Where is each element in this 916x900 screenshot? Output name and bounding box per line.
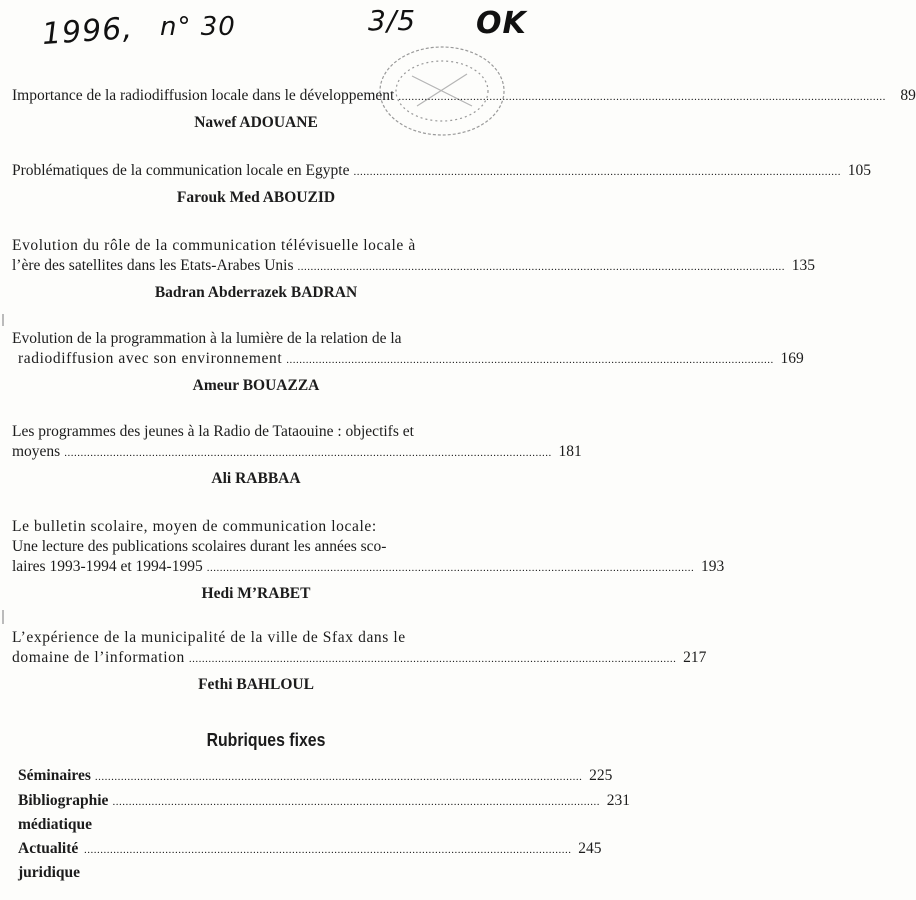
entry-title: Problématiques de la communication locale en Egypte xyxy=(12,162,350,179)
entry-author: Hedi M’RABET xyxy=(201,585,311,602)
page-number: 231 xyxy=(606,792,630,809)
page-number: 135 xyxy=(791,257,815,274)
entry-title: radiodiffusion avec son environnement xyxy=(18,350,283,367)
fixed-sections-list xyxy=(18,764,630,885)
entry-author: Nawef ADOUANE xyxy=(194,114,318,131)
toc-entry xyxy=(12,628,707,695)
toc-entry xyxy=(12,86,916,133)
list-item xyxy=(18,764,613,789)
dot-leader: ...................................................................................................................................................... xyxy=(398,91,886,103)
handwritten-ok-mark: OK xyxy=(476,6,527,41)
page-number: 245 xyxy=(578,840,602,857)
entry-title: moyens xyxy=(12,443,61,460)
page-number: 89 xyxy=(900,87,916,104)
dot-leader: ...................................................................................................................................................... xyxy=(286,354,774,366)
page-number: 193 xyxy=(700,558,725,575)
entry-title: Les programmes des jeunes à la Radio de Tataouine : objectifs et xyxy=(12,423,414,440)
item-label: Séminaires xyxy=(18,767,91,784)
handwritten-year: 1996, xyxy=(40,10,135,53)
dot-leader: ...................................................................................................................................................... xyxy=(188,653,677,665)
entry-title: Evolution du rôle de la communication télévisuelle locale à xyxy=(12,237,416,254)
entry-title: Une lecture des publications scolaires durant les années sco- xyxy=(12,538,387,555)
dot-leader: ...................................................................................................................................................... xyxy=(84,844,572,856)
page-number: 181 xyxy=(558,443,582,460)
entry-title: Importance de la radiodiffusion locale dans le développement xyxy=(12,87,395,104)
entry-title-line xyxy=(12,349,804,370)
list-item xyxy=(18,837,602,885)
entry-title: Evolution de la programmation à la lumière de la relation de la xyxy=(12,330,402,347)
entry-title: l’ère des satellites dans les Etats-Arabes Unis xyxy=(12,257,294,274)
entry-title-line xyxy=(12,557,725,578)
margin-mark xyxy=(2,610,4,624)
dot-leader: ...................................................................................................................................................... xyxy=(64,447,552,459)
entry-title: Le bulletin scolaire, moyen de communication locale: xyxy=(12,518,377,535)
entry-title: L’expérience de la municipalité de la ville de Sfax dans le xyxy=(12,629,406,646)
handwritten-issue-number: n° 30 xyxy=(160,12,236,42)
dot-leader: ...................................................................................................................................................... xyxy=(297,261,785,273)
dot-leader: ...................................................................................................................................................... xyxy=(206,562,695,574)
entry-title-line xyxy=(12,86,916,107)
page-number: 169 xyxy=(780,350,804,367)
page-number: 217 xyxy=(683,649,707,666)
item-label: Actualité juridique xyxy=(18,840,81,881)
page-number: 105 xyxy=(847,162,871,179)
entry-author: Ali RABBAA xyxy=(211,470,301,487)
handwritten-page-count: 3/5 xyxy=(368,4,417,37)
toc-entry xyxy=(12,161,871,208)
toc-entry xyxy=(12,329,804,396)
list-item xyxy=(18,789,630,837)
item-label: Bibliographie médiatique xyxy=(18,792,109,833)
entry-title: laires 1993-1994 et 1994-1995 xyxy=(12,558,203,575)
page-number: 225 xyxy=(589,767,613,784)
dot-leader: ...................................................................................................................................................... xyxy=(353,166,841,178)
dot-leader: ...................................................................................................................................................... xyxy=(112,796,600,808)
table-of-contents xyxy=(12,82,916,695)
entry-title-line xyxy=(12,161,871,182)
entry-title: domaine de l’information xyxy=(12,649,185,666)
margin-mark xyxy=(2,314,4,326)
entry-author: Badran Abderrazek BADRAN xyxy=(154,284,358,301)
toc-entry xyxy=(12,517,725,604)
toc-entry xyxy=(12,422,582,489)
entry-title-line xyxy=(12,256,815,277)
section-heading: Rubriques fixes xyxy=(206,730,326,750)
entry-title-line xyxy=(12,648,707,669)
entry-title-line xyxy=(12,442,582,463)
entry-author: Ameur BOUAZZA xyxy=(192,377,320,394)
entry-author: Fethi BAHLOUL xyxy=(198,676,314,693)
toc-entry xyxy=(12,236,815,303)
entry-author: Farouk Med ABOUZID xyxy=(176,189,336,206)
dot-leader: ...................................................................................................................................................... xyxy=(94,771,583,783)
